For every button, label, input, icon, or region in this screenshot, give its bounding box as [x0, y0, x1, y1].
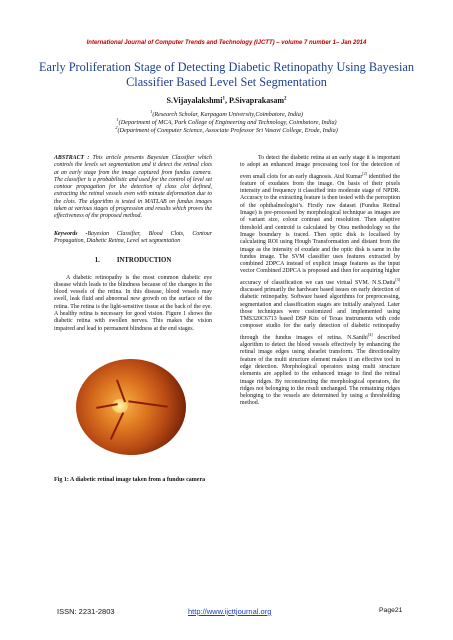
author-line [0, 96, 453, 105]
right-text-4: described algorithm to detect the blood vessels effectively by enhancing the retinal image edges using shearlet transform. The directionality feature of the multi structure element makes it an effective tool in edge detection. Morphological operators using multi structure elements are applied to the enhanced image to find the retinal image ridges. By reconstructing the morphological operators, the ridges not belonging to the result unchanged. The remaining ridges belonging to the vessels are determined by using a thresholding method. [240, 334, 400, 407]
right-paragraph [240, 155, 400, 408]
author-1: S.Vijayalakshmi [166, 96, 223, 105]
keywords [54, 231, 212, 246]
affiliation-3 [0, 124, 453, 135]
figure-caption: Fig 1: A diabetic retinal image taken from a fundus camera [54, 476, 206, 483]
ref-4: [4] [367, 331, 373, 337]
affiliation-3-sup: 2 [115, 125, 118, 130]
abstract-text: This article presents Bayesian Classifier which controls the levels set segmentation and it detect the retinal clots at an early stage from the image captured from fundus camera. The classifier is a probabilistic and used for the control of level set contour propagation for the detection of class clot defined, extracting the retinal vessels even with minute deformation due to the clots. The algorithm is tested in MATLAB on fundus images taken at various stages of progression and results which proves the effectiveness of the proposed method. [54, 155, 212, 220]
journal-header: International Journal of Computer Trends and Technology (IJCTT) – volume 7 number 1– Jan 2014 [86, 40, 367, 46]
footer-page-number: Page21 [379, 607, 403, 614]
affiliation-2-sup: 1 [116, 117, 119, 122]
footer-journal-link[interactable]: http://www.ijcttjournal.org [188, 607, 272, 616]
right-text-2: identified the feature of exudates from the image. On basis of their pixels intensity and frequency it classified into moderate stage of NPDR. Accuracy to the extracting feature is then tested with the perception of the ophthalmologist’s. Firstly raw dataset (Fundus Retinal Image) is pre-processed by morphological technique as images are of variant size, colour contrast and resolution. Then adaptive threshold and centroid is calculated by Otsu methodology so the Image boundary is traced. Then optic disk is localised by calculating ROI using Hough Transformation and distant from the image as the intensity of exudate and the optic disk is same in the fundus image. The SVM classifier uses features extracted by combined 2DPCA instead of explicit image features as the input vector Combined 2DPCA is proposed and then for acquiring higher accuracy of classification we can use virtual SVM. N.S.Datta [240, 173, 400, 286]
ref-3: [3] [395, 276, 400, 282]
keywords-heading: Keywords - [54, 230, 88, 237]
section-heading-introduction: 1. INTRODUCTION [94, 257, 172, 265]
author-1-sup: 1 [222, 96, 225, 102]
affiliation-1-sup: 1 [150, 109, 153, 114]
abstract [54, 155, 212, 221]
right-text-1: To detect the diabetic retina at an early stage it is important to adopt an enhanced image processing tool for the detection of even small clots for an early diagnosis. Atul Kumar [240, 155, 400, 180]
vessel [128, 400, 168, 408]
author-2-sup: 2 [284, 96, 287, 102]
affiliation-2-text: (Department of MCA, Park College of Engineering and Technology, Coimbatore, India) [118, 119, 337, 127]
left-column [54, 155, 212, 485]
retina-figure [76, 359, 186, 455]
author-separator: , [224, 96, 229, 105]
ref-2: [2] [362, 170, 367, 176]
intro-paragraph: A diabetic retinopathy is the most common diabetic eye disease which leads to the blindness because of the changes in the blood vessels of the retina. In this disease, blood vessels may swell, leak fluid and abnormal new growth on the surface of the retina. The retina is the light-sensitive tissue at the back of the eye. A healthy retina is necessary for good vision. Figure 1 shows the diabetic retina with swollen nerves. This makes the vision impaired and lead to permanent blindness at the end stages. [54, 274, 212, 332]
keywords-text: Bayesian Classifier, Blood Clots, Contour Propagation, Diabetic Retina, Level set segmentation [54, 230, 212, 244]
right-column [240, 155, 400, 408]
vessel [110, 412, 124, 440]
affiliation-1-text: (Research Scholar, Karpagam University,Coimbatore, India) [152, 111, 303, 119]
paper-title: Early Proliferation Stage of Detecting Diabetic Retinopathy Using Bayesian Classifier Based Level Set Segmentation [39, 60, 414, 89]
abstract-heading: ABSTRACT : [54, 155, 93, 161]
author-2: P.Sivaprakasam [228, 96, 284, 105]
footer-issn: ISSN: 2231-2803 [57, 607, 115, 616]
affiliation-3-text: (Department of Computer Science, Associate Professor Sri Vasavi College, Erode, India) [117, 127, 338, 135]
right-text-3: discussed primarily the hardware based issues on early detection of diabetic retinopathy. Software based algorithms for preprocessing, segmentation and classification stages are initially analyzed. Later those techniques were customized and implemented using TMS320C6713 based DSP Kits of Texas instruments with code composer studio for the early detection of diabetic retinopathy through the fundus images of retina. N.Santhi [240, 286, 400, 341]
